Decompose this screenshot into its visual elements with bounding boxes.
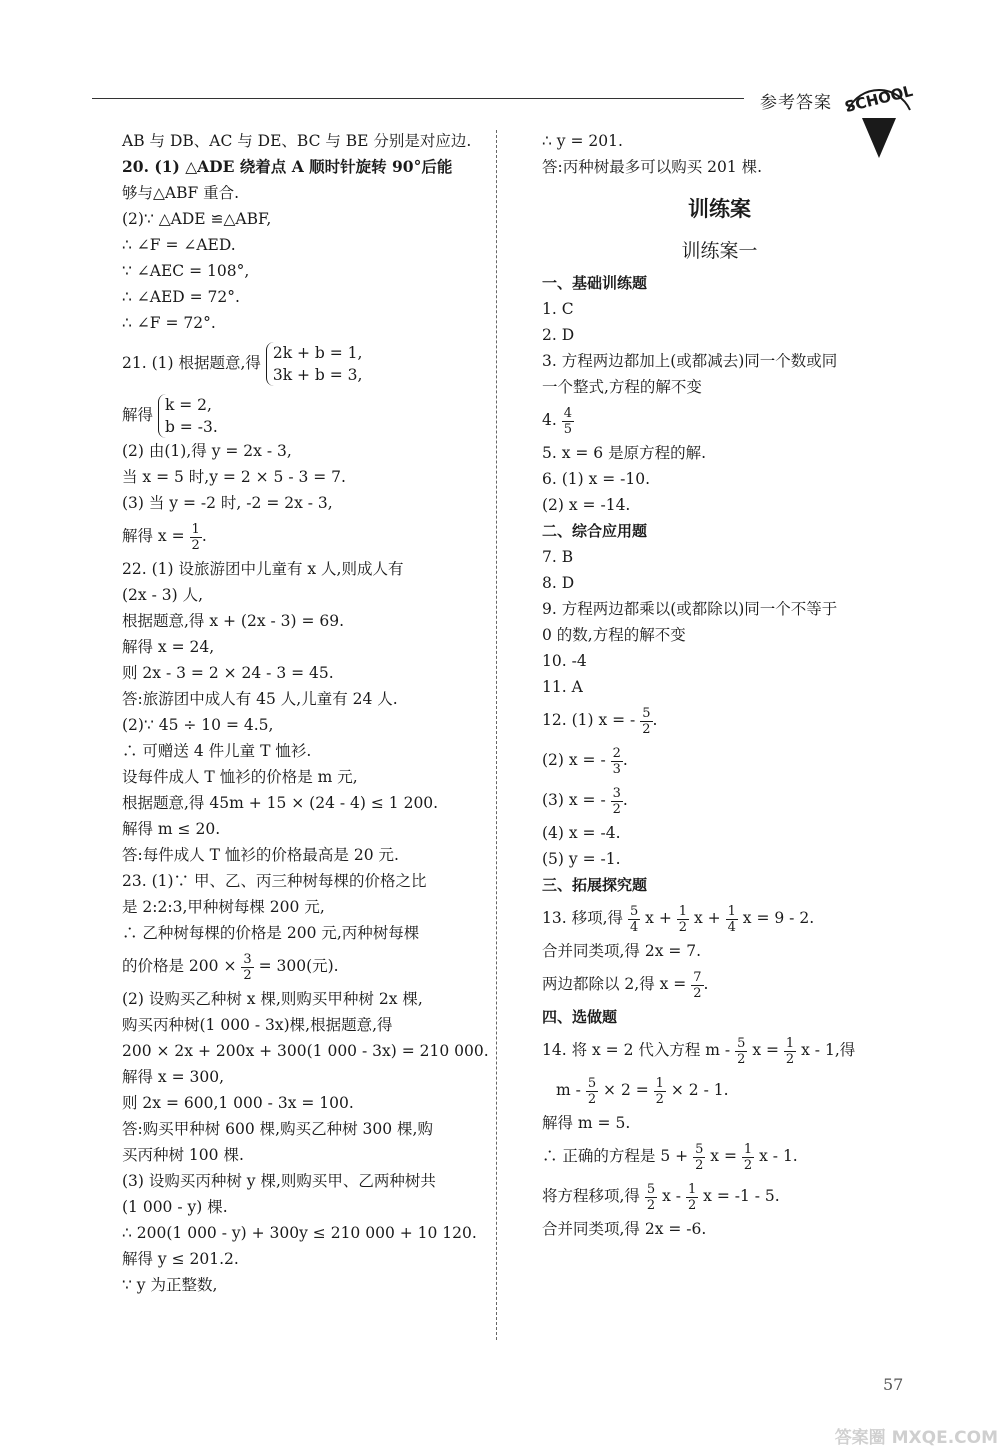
text-line: 则 2x = 600,1 000 - 3x = 100. — [122, 1094, 354, 1112]
answer-line: 合并同类项,得 2x = -6. — [542, 1220, 707, 1238]
fraction: $\frac{5}{2}$ — [587, 1075, 597, 1107]
fraction: $\frac{7}{2}$ — [693, 969, 702, 1001]
answer-line: m - $\frac{5}{2}$ × 2 = $\frac{1}{2}$ × 2 - 1. — [556, 1075, 729, 1107]
header-label: 参考答案 — [760, 93, 832, 113]
fraction: $\frac{1}{2}$ — [785, 1035, 795, 1067]
text-line: 200 × 2x + 200x + 300(1 000 - 3x) = 210 000. — [122, 1042, 489, 1060]
text-line: (3) 设购买丙种树 y 棵,则购买甲、乙两种树共 — [122, 1172, 436, 1190]
text: = 300(元). — [258, 957, 339, 975]
text-line: ∴ ∠AED = 72°. — [122, 288, 240, 306]
text-line: ∴ y = 201. — [542, 132, 623, 150]
text-line: 够与△ABF 重合. — [122, 184, 240, 202]
fraction: $\frac{3}{2}$ — [243, 951, 252, 983]
text-line: 根据题意,得 45m + 15 × (24 - 4) ≤ 1 200. — [122, 794, 439, 812]
text-line: 解得 x = 24, — [122, 638, 215, 656]
answer-line: 11. A — [542, 678, 583, 696]
answer-line: 一个整式,方程的解不变 — [542, 378, 702, 396]
answer-line: 1. C — [542, 300, 574, 318]
answer-line: 解得 m = 5. — [542, 1114, 631, 1132]
fraction: $\frac{4}{5}$ — [563, 405, 573, 437]
text-line: (1 000 - y) 棵. — [122, 1198, 228, 1216]
fraction: $\frac{1}{2}$ — [687, 1181, 697, 1213]
equation-system-line — [122, 394, 482, 438]
text: 解得 x = — [122, 527, 185, 545]
text-line: ∵ ∠AEC = 108°, — [122, 262, 250, 280]
answer-line: 10. -4 — [542, 652, 587, 670]
answer-line: (4) x = -4. — [542, 824, 621, 842]
answer-line: (2) x = -14. — [542, 496, 631, 514]
text-line: ∴ ∠F = 72°. — [122, 314, 216, 332]
section-title: 训练案 — [688, 196, 751, 221]
answer-line: (5) y = -1. — [542, 850, 621, 868]
answer-line: ∴ 正确的方程是 5 + $\frac{5}{2}$ x = $\frac{1}{2}$ x - 1. — [542, 1141, 798, 1173]
equation: b = -3. — [164, 418, 218, 436]
text-line: ∴ 可赠送 4 件儿童 T 恤衫. — [122, 742, 312, 760]
fraction: $\frac{5}{2}$ — [646, 1181, 656, 1213]
answer-line: 3. 方程两边都加上(或都减去)同一个数或同 — [542, 352, 838, 370]
fraction: $\frac{1}{2}$ — [678, 903, 688, 935]
text-line: 购买丙种树(1 000 - 3x)棵,根据题意,得 — [122, 1016, 393, 1034]
text: 20. (1) △ADE 绕着点 A 顺时针旋转 90°后能 — [122, 157, 453, 176]
text-line: 22. (1) 设旅游团中儿童有 x 人,则成人有 — [122, 560, 404, 578]
text-line: 解得 x = 300, — [122, 1068, 225, 1086]
fraction: $\frac{1}{4}$ — [727, 903, 736, 935]
answer-line: 两边都除以 2,得 x = $\frac{7}{2}$ . — [542, 969, 709, 1001]
watermark-logo-icon — [830, 1385, 1000, 1452]
fraction: $\frac{1}{2}$ — [655, 1075, 664, 1107]
text-line: (2)∵ △ADE ≌△ABF, — [122, 210, 272, 228]
fraction: $\frac{5}{2}$ — [642, 705, 651, 737]
text-line: 答:丙种树最多可以购买 201 棵. — [542, 158, 763, 176]
subheading: 三、拓展探究题 — [542, 876, 648, 894]
answer-line: 14. 将 x = 2 代入方程 m - $\frac{5}{2}$ x = $\frac{1}{2}$ x - 1,得 — [542, 1035, 856, 1067]
text-line: 解得 x = $\frac{1}{2}$ . — [122, 521, 207, 553]
text-line — [122, 154, 482, 180]
text: 的价格是 200 × — [122, 957, 237, 975]
text-line: 设每件成人 T 恤衫的价格是 m 元, — [122, 768, 358, 786]
column-divider — [496, 130, 497, 1340]
text: 解得 — [122, 406, 154, 424]
equation: 3k + b = 3, — [272, 366, 363, 384]
text-line: 是 2:2:3,甲种树每棵 200 元, — [122, 898, 325, 916]
page-number: 57 — [883, 1375, 904, 1394]
text-line: ∴ 乙种树每棵的价格是 200 元,丙种树每棵 — [122, 924, 420, 942]
equation: k = 2, — [164, 396, 212, 414]
text-line: 则 2x - 3 = 2 × 24 - 3 = 45. — [122, 664, 334, 682]
answer-line: 将方程移项,得 $\frac{5}{2}$ x - $\frac{1}{2}$ x = -1 - 5. — [542, 1181, 780, 1213]
fraction: $\frac{2}{3}$ — [612, 745, 621, 777]
answer-line: 5. x = 6 是原方程的解. — [542, 444, 707, 462]
header-rule — [92, 98, 744, 99]
answer-line: 12. (1) x = - $\frac{5}{2}$ . — [542, 705, 658, 737]
answer-line: 0 的数,方程的解不变 — [542, 626, 686, 644]
subheading: 二、综合应用题 — [542, 522, 648, 540]
answer-line: 9. 方程两边都乘以(或都除以)同一个不等于 — [542, 600, 838, 618]
answer-line: 7. B — [542, 548, 574, 566]
text-line: 根据题意,得 x + (2x - 3) = 69. — [122, 612, 345, 630]
answer-line: 合并同类项,得 2x = 7. — [542, 942, 702, 960]
equation: 2k + b = 1, — [272, 344, 363, 362]
text-line: AB 与 DB、AC 与 DE、BC 与 BE 分别是对应边. — [122, 132, 472, 150]
text-line: ∴ ∠F = ∠AED. — [122, 236, 236, 254]
text: 21. (1) 根据题意,得 — [122, 354, 261, 372]
text-line: 当 x = 5 时,y = 2 × 5 - 3 = 7. — [122, 468, 346, 486]
answer-line: 13. 移项,得 $\frac{5}{4}$ x + $\frac{1}{2}$ x + $\frac{1}{4}$ x = 9 - 2. — [542, 903, 815, 935]
fraction: $\frac{5}{2}$ — [737, 1035, 746, 1067]
answer-line: 2. D — [542, 326, 575, 344]
text-line: (2)∵ 45 ÷ 10 = 4.5, — [122, 716, 274, 734]
text-line: 答:购买甲种树 600 棵,购买乙种树 300 棵,购 — [122, 1120, 433, 1138]
text-line: 答:旅游团中成人有 45 人,儿童有 24 人. — [122, 690, 398, 708]
right-column — [542, 128, 897, 1242]
fraction: $\frac{1}{2}$ — [743, 1141, 753, 1173]
text-line: (3) 当 y = -2 时, -2 = 2x - 3, — [122, 494, 333, 512]
text-line: ∴ 200(1 000 - y) + 300y ≤ 210 000 + 10 120. — [122, 1224, 477, 1242]
subheading: 一、基础训练题 — [542, 274, 648, 292]
equation-system — [158, 394, 218, 438]
answer-line: 6. (1) x = -10. — [542, 470, 651, 488]
fraction: $\frac{1}{2}$ — [191, 521, 200, 553]
fraction: $\frac{5}{4}$ — [629, 903, 639, 935]
equation-system-line — [122, 342, 482, 386]
subsection-title: 训练案一 — [681, 240, 758, 262]
text-line: (2) 设购买乙种树 x 棵,则购买甲种树 2x 棵, — [122, 990, 423, 1008]
text-line: 买丙种树 100 棵. — [122, 1146, 244, 1164]
text-line — [122, 946, 482, 986]
equation-system — [266, 342, 363, 386]
fraction: $\frac{3}{2}$ — [612, 785, 621, 817]
text-line: ∵ y 为正整数, — [122, 1276, 218, 1294]
text-line: 解得 y ≤ 201.2. — [122, 1250, 239, 1268]
answer-line: 8. D — [542, 574, 575, 592]
answer-line: (3) x = - $\frac{3}{2}$ . — [542, 785, 628, 817]
left-column — [122, 128, 489, 1298]
text-line: (2) 由(1),得 y = 2x - 3, — [122, 442, 292, 460]
logo-text: SCHOOL — [842, 81, 915, 117]
watermark-text: 答案圈 MXQE.COM — [834, 1428, 998, 1448]
text-line: (2x - 3) 人, — [122, 586, 204, 604]
answer-line: 4. $\frac{4}{5}$ — [542, 405, 573, 437]
text-line: 解得 m ≤ 20. — [122, 820, 221, 838]
fraction: $\frac{5}{2}$ — [695, 1141, 704, 1173]
text-line: 答:每件成人 T 恤衫的价格最高是 20 元. — [122, 846, 399, 864]
subheading: 四、选做题 — [542, 1008, 618, 1026]
answer-line: (2) x = - $\frac{2}{3}$ . — [542, 745, 628, 777]
text-line: 23. (1)∵ 甲、乙、丙三种树每棵的价格之比 — [122, 872, 427, 890]
